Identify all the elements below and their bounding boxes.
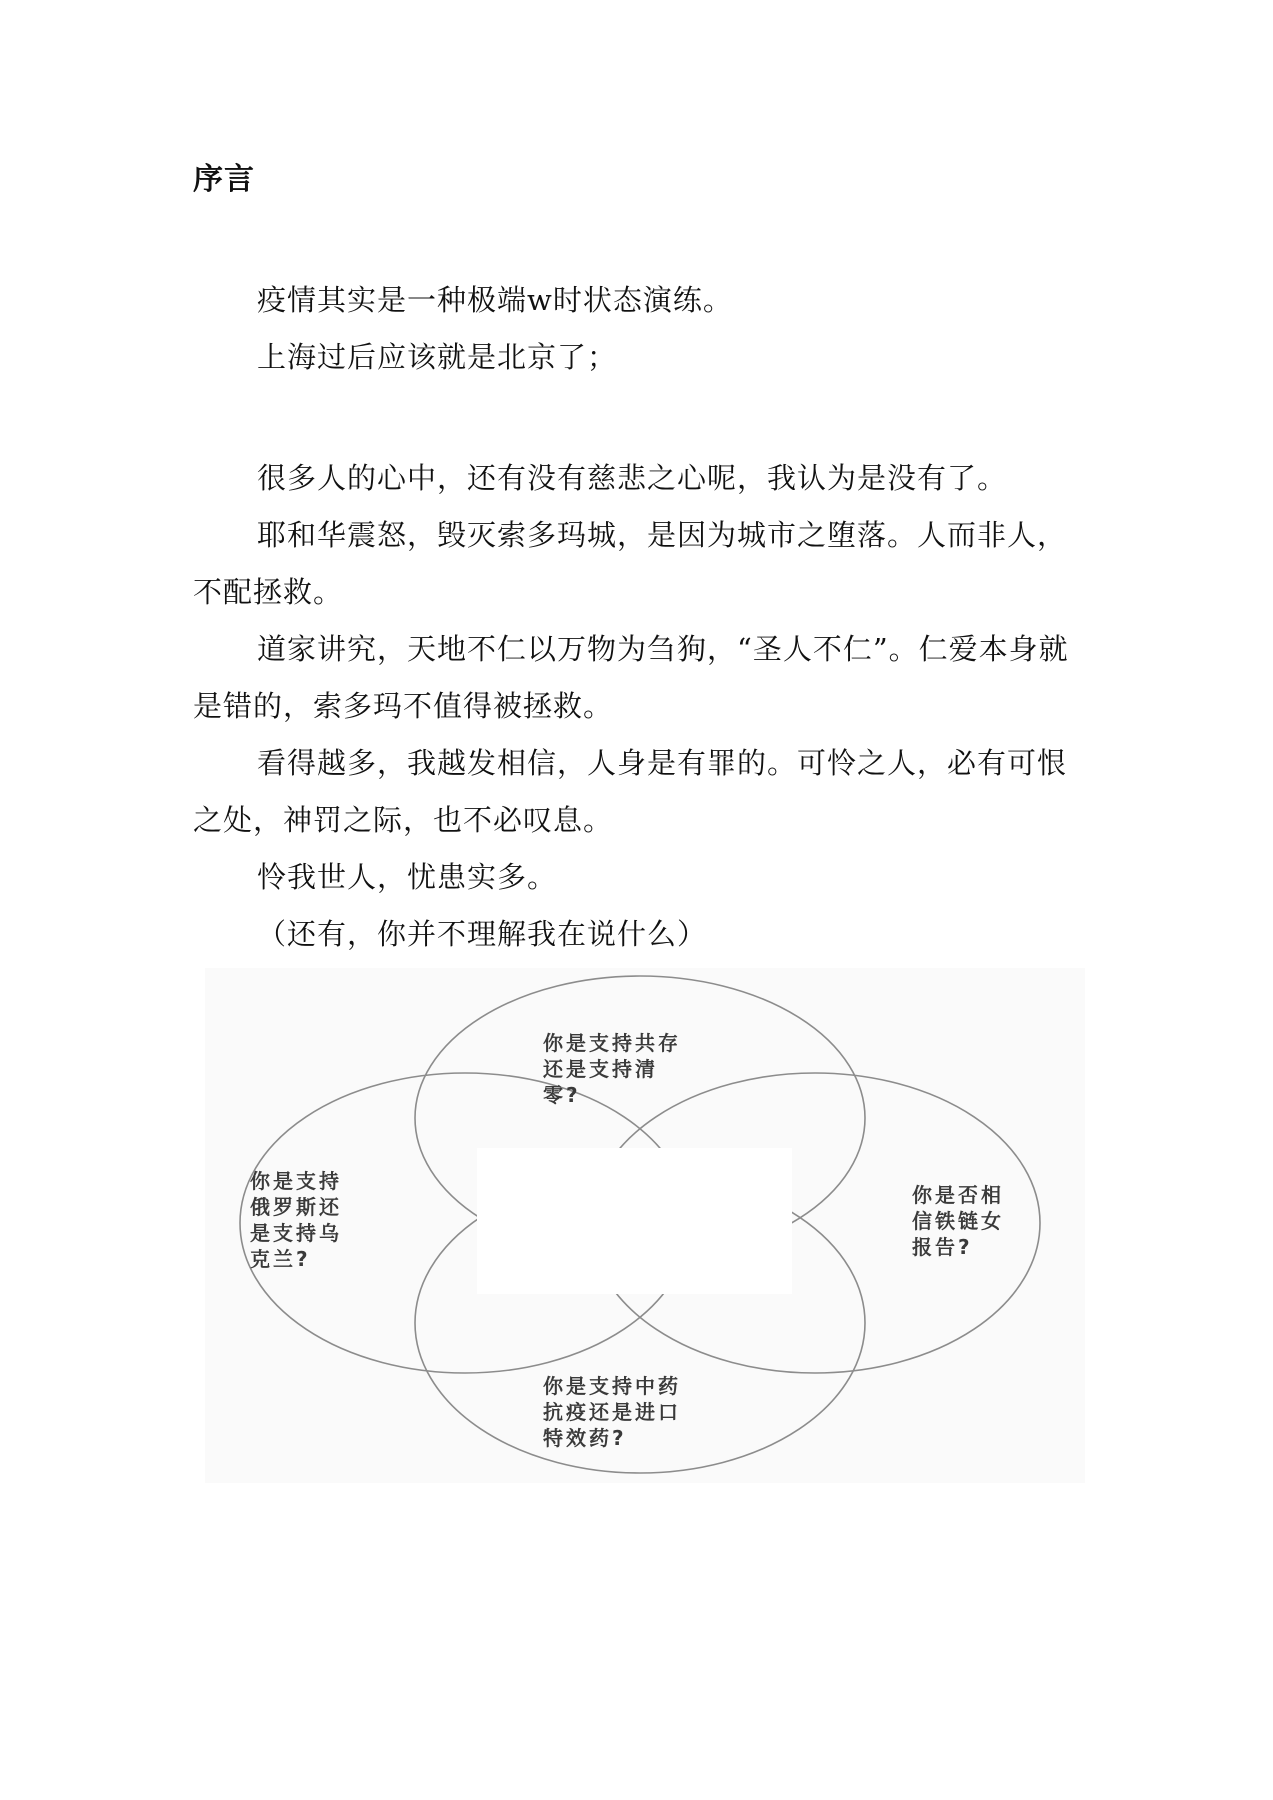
paragraph: 疫情其实是一种极端w时状态演练。 — [257, 283, 733, 317]
four-petal-diagram — [205, 968, 1085, 1483]
petal-top-label — [543, 1031, 691, 1107]
label-line: 报告? — [912, 1235, 973, 1259]
center-blank — [477, 1148, 792, 1294]
paragraph: 上海过后应该就是北京了； — [257, 340, 618, 374]
label-line: 你是支持中药 — [543, 1374, 681, 1398]
label-line: 是支持乌 — [250, 1221, 342, 1245]
paragraph: 怜我世人，忧患实多。 — [257, 860, 558, 894]
label-line: 你是支持 — [250, 1169, 342, 1193]
text-block-1 — [193, 272, 1083, 386]
paragraph: 很多人的心中，还有没有慈悲之心呢，我认为是没有了。 — [257, 461, 1008, 495]
paragraph: （还有，你并不理解我在说什么） — [257, 917, 708, 951]
page-heading: 序言 — [193, 162, 255, 197]
label-line: 还是支持清 — [543, 1057, 658, 1081]
label-line: 你是支持共存 — [543, 1031, 681, 1055]
text-block-2 — [193, 450, 1083, 963]
label-line: 信铁链女 — [912, 1209, 1004, 1233]
label-line: 零? — [543, 1083, 581, 1107]
diagram-svg — [205, 968, 1085, 1483]
label-line: 俄罗斯还 — [250, 1195, 342, 1219]
petal-left-label — [250, 1169, 352, 1271]
label-line: 克兰? — [250, 1247, 311, 1271]
label-line: 特效药? — [543, 1426, 627, 1450]
label-line: 你是否相 — [912, 1183, 1004, 1207]
petal-bottom-label — [543, 1374, 691, 1450]
paragraph: 道家讲究，天地不仁以万物为刍狗，“圣人不仁”。仁爱本身就是错的，索多玛不值得被拯救。 — [193, 632, 1069, 723]
paragraph: 看得越多，我越发相信，人身是有罪的。可怜之人，必有可恨之处，神罚之际，也不必叹息。 — [193, 746, 1068, 837]
petal-right-label — [912, 1183, 1014, 1259]
paragraph: 耶和华震怒，毁灭索多玛城，是因为城市之堕落。人而非人，不配拯救。 — [193, 518, 1068, 609]
label-line: 抗疫还是进口 — [543, 1400, 681, 1424]
